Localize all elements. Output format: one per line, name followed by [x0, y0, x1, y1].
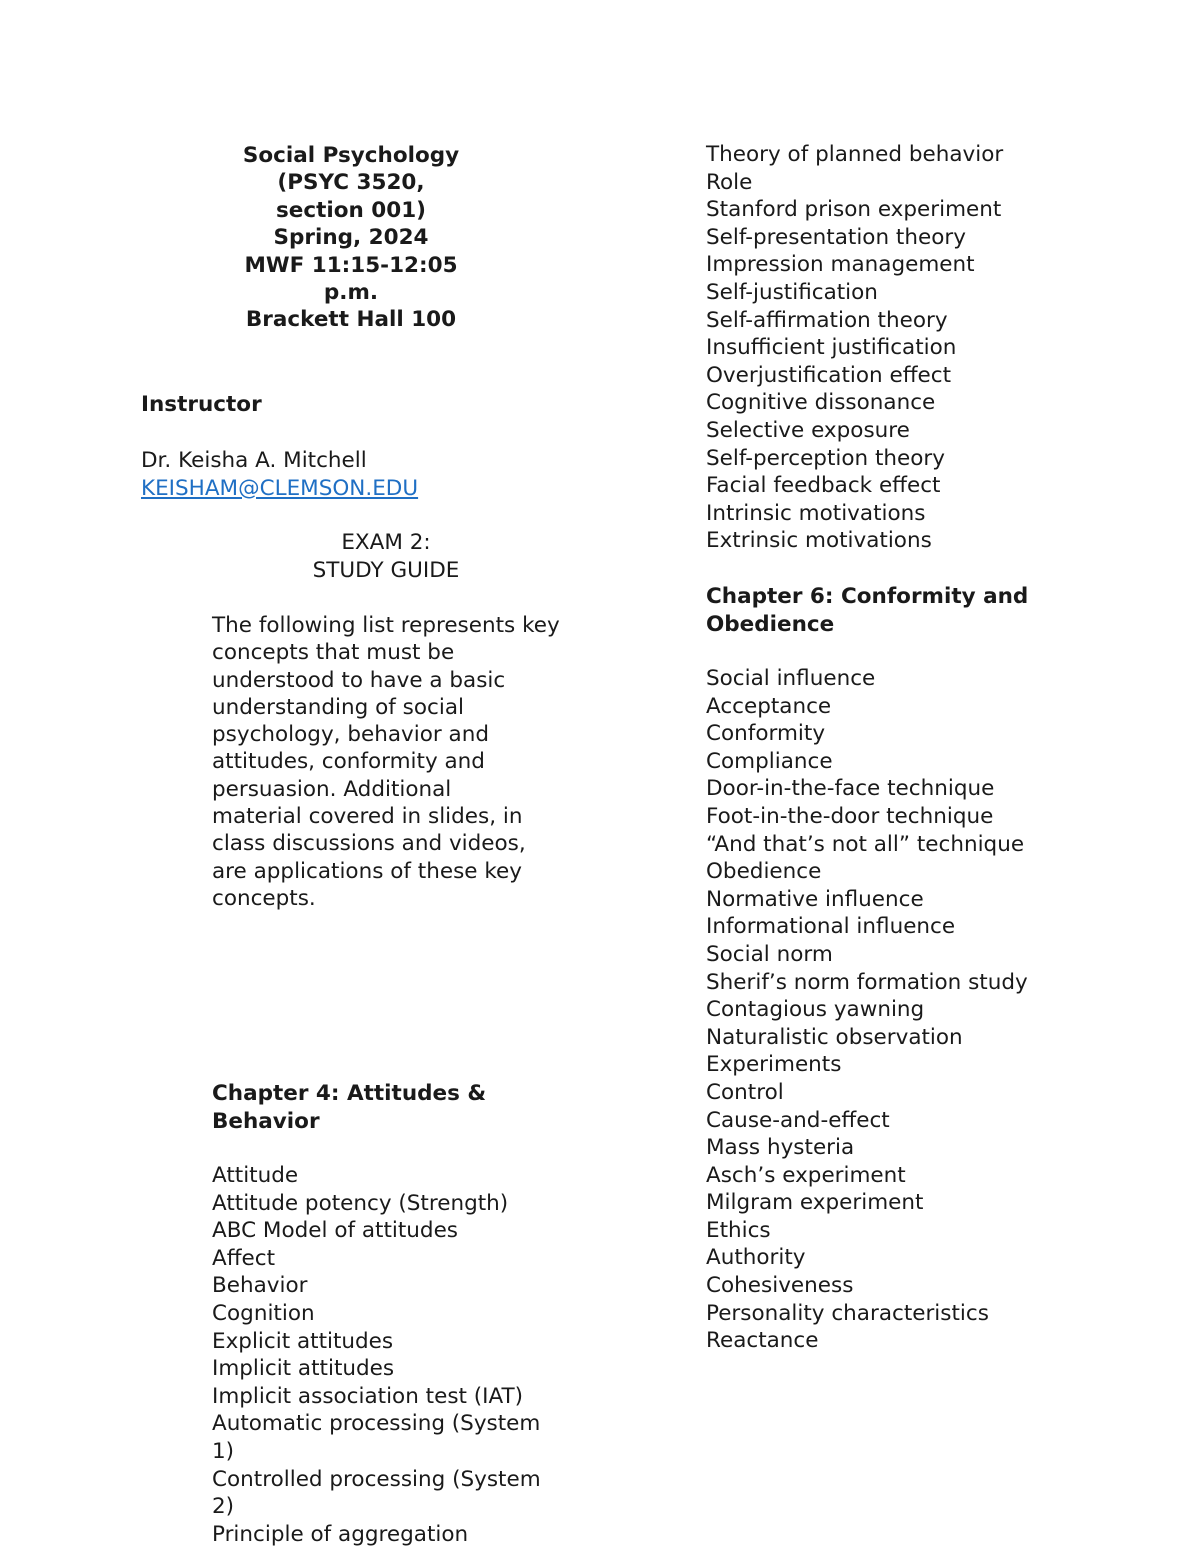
chapter4-heading-line2: Behavior — [212, 1108, 320, 1134]
list-item: Selective exposure — [706, 417, 910, 443]
list-item: Impression management — [706, 252, 975, 278]
list-item: 2) — [212, 1494, 235, 1520]
list-item: Self-perception theory — [706, 445, 945, 471]
list-item: Attitude — [212, 1163, 299, 1188]
instructor-name: Dr. Keisha A. Mitchell — [141, 448, 367, 473]
list-item: Insufficient justification — [706, 335, 957, 361]
list-item: Facial feedback effect — [706, 473, 941, 499]
list-item: Extrinsic motivations — [706, 528, 932, 554]
list-item: Ethics — [706, 1217, 771, 1243]
list-item: ABC Model of attitudes — [212, 1218, 459, 1244]
course-location: Brackett Hall 100 — [245, 307, 457, 333]
list-item: Normative influence — [706, 886, 924, 912]
list-item: Behavior — [212, 1273, 308, 1299]
intro-line: understanding of social — [212, 694, 464, 720]
list-item: Social influence — [706, 666, 876, 691]
course-code-line: (PSYC 3520, — [277, 170, 425, 196]
list-item: Cognition — [212, 1300, 315, 1326]
chapter6-heading-line2: Obedience — [706, 611, 835, 637]
chapter4-heading-line1: Chapter 4: Attitudes & — [212, 1081, 487, 1106]
course-header — [141, 142, 561, 334]
list-item: Sherif’s norm formation study — [706, 969, 1028, 995]
exam-title-line2: STUDY GUIDE — [312, 557, 460, 583]
list-item: Affect — [212, 1245, 275, 1271]
exam-title — [141, 529, 631, 584]
list-item: Milgram experiment — [706, 1190, 924, 1216]
list-item: Role — [706, 169, 753, 195]
list-item: Controlled processing (System — [212, 1466, 541, 1492]
list-item: Door-in-the-face technique — [706, 776, 995, 802]
list-item: Implicit attitudes — [212, 1356, 395, 1382]
list-item: Contagious yawning — [706, 997, 925, 1023]
intro-line: attitudes, conformity and — [212, 749, 485, 775]
course-schedule: MWF 11:15-12:05 — [244, 252, 458, 278]
chapter4-concept-list-continued — [706, 141, 1003, 555]
list-item: Personality characteristics — [706, 1300, 989, 1326]
list-item: Overjustification effect — [706, 362, 951, 388]
instructor-email-link[interactable]: KEISHAM@CLEMSON.EDU — [141, 476, 419, 501]
list-item: Stanford prison experiment — [706, 197, 1002, 223]
list-item: Conformity — [706, 721, 826, 747]
chapter6-concept-list — [706, 665, 1028, 1355]
list-item: Self-justification — [706, 279, 878, 305]
list-item: Self-presentation theory — [706, 224, 966, 250]
chapter4-heading — [212, 1080, 486, 1135]
intro-line: The following list represents key — [212, 613, 560, 638]
list-item: Acceptance — [706, 693, 832, 719]
course-term: Spring, 2024 — [273, 225, 429, 251]
list-item: Automatic processing (System — [212, 1411, 541, 1437]
exam-title-line1: EXAM 2: — [341, 530, 431, 555]
list-item: Informational influence — [706, 914, 956, 940]
list-item: Cognitive dissonance — [706, 390, 936, 416]
course-section-line: section 001) — [275, 197, 427, 223]
list-item: Intrinsic motivations — [706, 500, 926, 526]
intro-paragraph — [212, 612, 572, 912]
list-item: Naturalistic observation — [706, 1024, 963, 1050]
list-item: Cohesiveness — [706, 1273, 854, 1299]
list-item: Control — [706, 1079, 784, 1105]
list-item: 1) — [212, 1438, 235, 1464]
intro-line: understood to have a basic — [212, 667, 506, 693]
list-item: Experiments — [706, 1052, 842, 1078]
list-item: Implicit association test (IAT) — [212, 1383, 524, 1409]
list-item: Authority — [706, 1245, 806, 1271]
instructor-heading: Instructor — [141, 392, 262, 417]
intro-line: class discussions and videos, — [212, 831, 526, 857]
list-item: Reactance — [706, 1328, 819, 1354]
list-item: Self-affirmation theory — [706, 307, 948, 333]
intro-line: are applications of these key — [212, 858, 522, 884]
list-item: Asch’s experiment — [706, 1162, 906, 1188]
list-item: Obedience — [706, 859, 822, 885]
list-item: Compliance — [706, 748, 833, 774]
intro-line: persuasion. Additional — [212, 776, 452, 802]
chapter6-heading — [706, 583, 1028, 638]
list-item: Cause-and-effect — [706, 1107, 890, 1133]
list-item: “And that’s not all” technique — [706, 831, 1025, 857]
list-item: Mass hysteria — [706, 1135, 855, 1161]
list-item: Explicit attitudes — [212, 1328, 394, 1354]
list-item: Principle of aggregation — [212, 1521, 469, 1547]
list-item: Social norm — [706, 941, 833, 967]
list-item: Theory of planned behavior — [706, 142, 1004, 167]
intro-line: psychology, behavior and — [212, 722, 489, 748]
list-item: Foot-in-the-door technique — [706, 803, 994, 829]
list-item: Attitude potency (Strength) — [212, 1190, 509, 1216]
intro-line: concepts that must be — [212, 640, 455, 666]
left-column — [141, 142, 571, 1547]
intro-line: material covered in slides, in — [212, 804, 523, 830]
chapter4-concept-list — [212, 1162, 541, 1548]
course-title: Social Psychology — [242, 143, 460, 168]
course-schedule-pm: p.m. — [323, 280, 379, 306]
chapter6-heading-line1: Chapter 6: Conformity and — [706, 584, 1029, 609]
intro-line: concepts. — [212, 885, 316, 911]
